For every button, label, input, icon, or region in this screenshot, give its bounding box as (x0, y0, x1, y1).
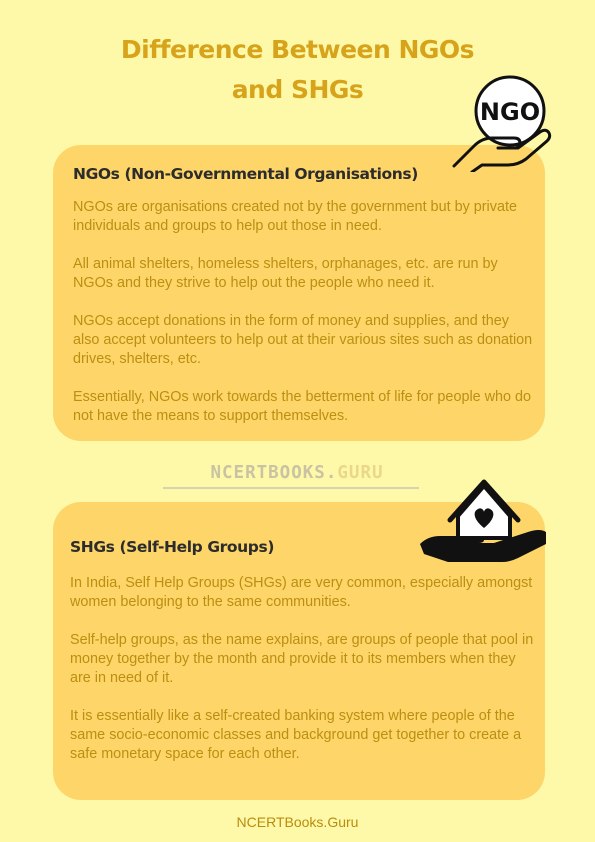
title-line-2: and SHGs (231, 75, 364, 104)
footer-site-name: NCERTBooks.Guru (236, 814, 359, 830)
shg-heading: SHGs (Self-Help Groups) (70, 538, 275, 556)
ngo-card (53, 145, 545, 441)
ngo-heading: NGOs (Non-Governmental Organisations) (73, 165, 418, 183)
shg-paragraph-3: It is essentially like a self-created banking system where people of the same socio-economic classes and background get together to create a safe monetary space for each other. (70, 708, 522, 762)
ngo-paragraph-4: Essentially, NGOs work towards the betterment of life for people who do not have the means to support themselves. (73, 389, 532, 424)
ngo-badge-text: NGO (479, 98, 541, 126)
watermark (156, 463, 438, 483)
watermark-part-2: GURU (337, 463, 384, 483)
watermark-underline (163, 487, 419, 489)
house-heart-hand-icon (418, 476, 548, 562)
ngo-paragraph-2: All animal shelters, homeless shelters, orphanages, etc. are run by NGOs and they strive to help out the people who need it. (73, 256, 498, 291)
watermark-part-1: NCERTBOOKS. (210, 463, 338, 483)
ngo-paragraph-3: NGOs accept donations in the form of money and supplies, and they also accept volunteers to help out at their various sites such as donation drives, shelters, etc. (73, 313, 533, 367)
title-line-1: Difference Between NGOs (120, 35, 475, 64)
ngo-hand-icon (448, 72, 554, 172)
shg-paragraph-1: In India, Self Help Groups (SHGs) are very common, especially amongst women belonging to the same communities. (70, 575, 533, 610)
ngo-paragraph-1: NGOs are organisations created not by the government but by private individuals and groups to help out those in need. (73, 199, 517, 234)
shg-paragraph-2: Self-help groups, as the name explains, are groups of people that pool in money together by the month and provide it to its members when they are in need of it. (70, 632, 534, 686)
